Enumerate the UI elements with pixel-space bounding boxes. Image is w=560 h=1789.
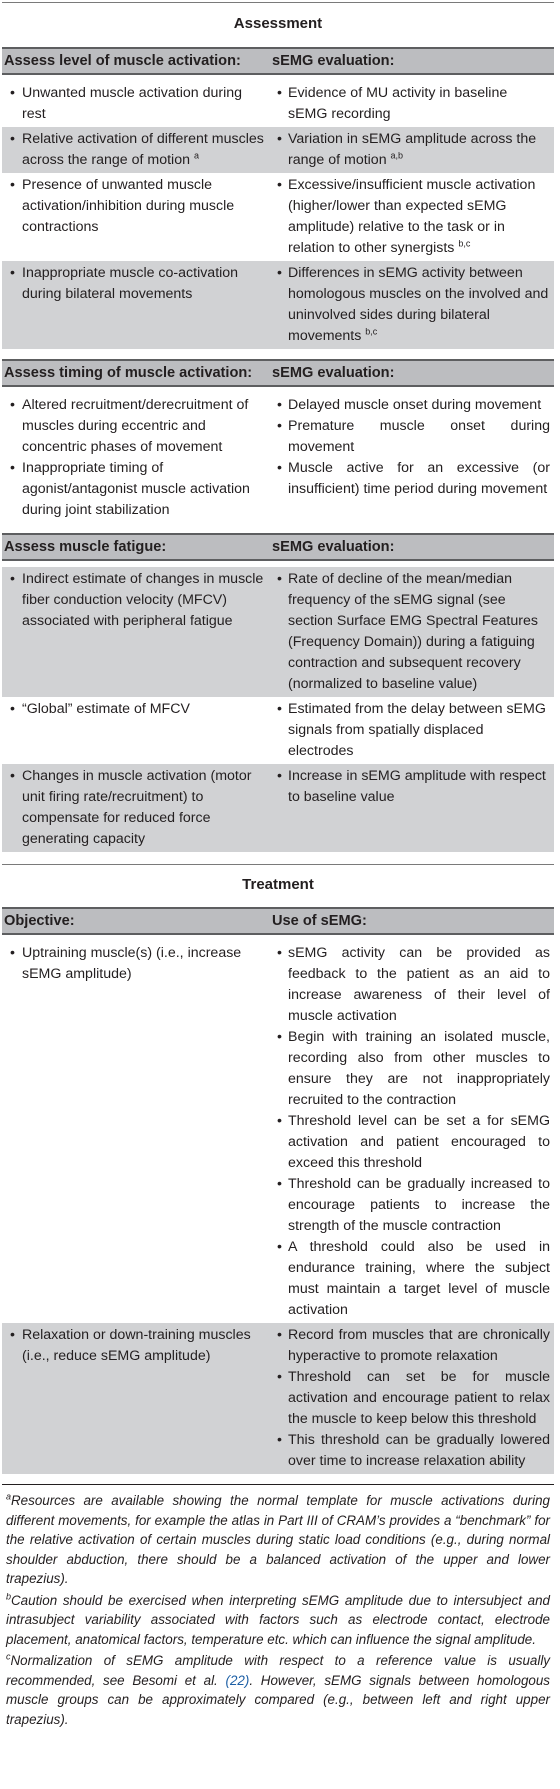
bullet-list (6, 569, 268, 632)
bullet-text: Threshold level can be set a for sEMG activation and patient encouraged to exceed this threshold (288, 1113, 550, 1171)
bullet-text: A threshold could also be used in endurance training, where the subject must maintain a target level of muscle activation (288, 1239, 550, 1318)
bullet-list (6, 129, 268, 171)
bullet-item (6, 395, 268, 458)
col1-header: Assess timing of muscle activation: (4, 365, 253, 381)
col2-header: sEMG evaluation: (272, 365, 395, 381)
cell-col2 (272, 393, 554, 523)
table-row (2, 941, 554, 1323)
bullet-item (6, 1325, 268, 1367)
bullet-text: Inappropriate muscle co-activation during bilateral movements (22, 265, 239, 302)
bullet-list (6, 1325, 268, 1367)
cell-col2 (272, 261, 554, 349)
assessment-sections (2, 47, 554, 858)
bullet-item (272, 1027, 550, 1111)
section-header (2, 907, 554, 935)
cell-col2 (272, 567, 554, 697)
col2-header: sEMG evaluation: (272, 539, 395, 555)
col2-header: Use of sEMG: (272, 913, 367, 929)
footnote-mark: c (6, 1651, 11, 1662)
treatment-title: Treatment (2, 864, 554, 903)
bullet-list (6, 699, 268, 720)
bullet-item (272, 175, 550, 259)
bullet-item (272, 458, 550, 500)
bullet-text: Changes in muscle activation (motor unit firing rate/recruitment) to compensate for reduced force generating capacity (22, 768, 252, 847)
footnote-b (6, 1591, 550, 1650)
bullet-list (272, 263, 550, 347)
table-row (2, 393, 554, 523)
bullet-item (272, 1430, 550, 1472)
footnote-c (6, 1651, 550, 1729)
bullet-item (272, 83, 550, 125)
bullet-item (272, 1111, 550, 1174)
bullet-item (272, 263, 550, 347)
table-row (2, 697, 554, 764)
footnote-text: Resources are available showing the normal template for muscle activations during different movements, for example the atlas in Part III of CRAM’s provides a “benchmark” for the relative activation of certain muscles during static load conditions (e.g., during normal shoulder abduction, there should be a balanced activation of the upper and lower trapezius). (6, 1493, 550, 1586)
bullet-item (272, 1367, 550, 1430)
bullet-list (272, 943, 550, 1321)
bullet-text: Record from muscles that are chronically hyperactive to promote relaxation (288, 1327, 550, 1364)
bullet-item (272, 569, 550, 695)
bullet-list (6, 263, 268, 305)
table-row (2, 127, 554, 173)
cell-col1 (2, 127, 272, 173)
table-row (2, 173, 554, 261)
bullet-text: Relaxation or down-training muscles (i.e., reduce sEMG amplitude) (22, 1327, 251, 1364)
bullet-text: Presence of unwanted muscle activation/inhibition during muscle contractions (22, 177, 235, 235)
footnote-mark: b (6, 1591, 12, 1602)
section-header (2, 359, 554, 387)
bullet-text: Unwanted muscle activation during rest (22, 85, 243, 122)
bullet-list (6, 395, 268, 521)
bullet-item (272, 699, 550, 762)
bullet-text: Threshold can set be for muscle activation and encourage patient to relax the muscle to keep below this threshold (288, 1369, 550, 1427)
bullet-item (6, 129, 268, 171)
bullet-item (272, 943, 550, 1027)
bullet-list (6, 83, 268, 125)
cell-col2 (272, 173, 554, 261)
section-spacer (2, 1474, 554, 1480)
cell-col1 (2, 764, 272, 852)
table-row (2, 261, 554, 349)
table-row (2, 81, 554, 127)
bullet-text: Evidence of MU activity in baseline sEMG recording (288, 85, 508, 122)
table-page (2, 0, 554, 1729)
bullet-item (6, 83, 268, 125)
cell-col1 (2, 1323, 272, 1474)
bullet-text: Excessive/insufficient muscle activation (higher/lower than expected sEMG amplitude) relative to the task or in relation to other synergists (288, 177, 536, 256)
bullet-item (272, 129, 550, 171)
footnote-text-after: . However, sEMG signals between homologous muscle groups can be approximately compared (e.g., between left and right upper trapezius). (6, 1672, 550, 1727)
bullet-item (6, 943, 268, 985)
bullet-text: Indirect estimate of changes in muscle fiber conduction velocity (MFCV) associated with peripheral fatigue (22, 571, 264, 629)
cell-col2 (272, 941, 554, 1323)
cell-col2 (272, 1323, 554, 1474)
bullet-list (272, 766, 550, 808)
bullet-item (272, 416, 550, 458)
footnote-text: Normalization of sEMG amplitude with respect to a reference value is usually recommended, see Besomi et al. (6, 1653, 550, 1688)
treatment-section (2, 907, 554, 1480)
cell-col1 (2, 261, 272, 349)
section-header (2, 533, 554, 561)
cell-col1 (2, 393, 272, 523)
bullet-item (272, 1325, 550, 1367)
col1-header: Assess level of muscle activation: (4, 53, 241, 69)
bullet-text: Altered recruitment/derecruitment of muscles during eccentric and concentric phases of movement (22, 397, 249, 455)
bullet-item (272, 766, 550, 808)
bullet-list (272, 1325, 550, 1472)
bullet-text: Differences in sEMG activity between homologous muscles on the involved and uninvolved sides during bilateral movements (288, 265, 549, 344)
footnote-mark: a (6, 1491, 12, 1502)
cell-col2 (272, 127, 554, 173)
cell-col2 (272, 81, 554, 127)
bullet-text: Begin with training an isolated muscle, recording also from other muscles to ensure they are not inappropriately recruited to the contraction (288, 1029, 550, 1108)
reference-link[interactable]: (22) (225, 1672, 250, 1688)
footnote-marker: b,c (365, 326, 378, 337)
bullet-text: Estimated from the delay between sEMG signals from spatially displaced electrodes (288, 701, 546, 759)
bullet-text: Delayed muscle onset during movement (288, 397, 542, 413)
bullet-item (6, 699, 268, 720)
bullet-item (6, 263, 268, 305)
bullet-text: Muscle active for an excessive (or insufficient) time period during movement (288, 460, 550, 497)
cell-col1 (2, 567, 272, 697)
section-spacer (2, 349, 554, 355)
col1-header: Assess muscle fatigue: (4, 539, 167, 555)
bullet-list (272, 129, 550, 171)
table-row (2, 764, 554, 852)
bullet-item (6, 458, 268, 521)
bullet-text: Uptraining muscle(s) (i.e., increase sEMG amplitude) (22, 945, 242, 982)
footnotes (2, 1484, 554, 1729)
bullet-text: Relative activation of different muscles across the range of motion (22, 131, 264, 168)
cell-col2 (272, 764, 554, 852)
section-header (2, 47, 554, 75)
bullet-item (6, 569, 268, 632)
cell-col1 (2, 941, 272, 1323)
cell-col1 (2, 81, 272, 127)
bullet-list (6, 766, 268, 850)
bullet-list (272, 569, 550, 695)
assessment-title: Assessment (2, 2, 554, 43)
bullet-text: Premature muscle onset during movement (288, 418, 550, 455)
bullet-list (6, 943, 268, 985)
col1-header: Objective: (4, 913, 75, 929)
bullet-list (272, 699, 550, 762)
footnote-marker: b,c (458, 238, 471, 249)
bullet-list (272, 395, 550, 500)
cell-col2 (272, 697, 554, 764)
bullet-item (272, 1174, 550, 1237)
bullet-text: Rate of decline of the mean/median frequency of the sEMG signal (see section Surface EMG Spectral Features (Frequency Domain)) during a fatiguing contraction and subsequent recovery (normalized to baseline value) (288, 571, 538, 692)
col2-header: sEMG evaluation: (272, 53, 395, 69)
bullet-text: “Global” estimate of MFCV (22, 701, 190, 717)
table-row (2, 567, 554, 697)
bullet-text: sEMG activity can be provided as feedback to the patient as an aid to increase awareness of their level of muscle activation (288, 945, 550, 1024)
bullet-item (6, 766, 268, 850)
bullet-item (6, 175, 268, 238)
bullet-list (272, 175, 550, 259)
footnote-marker: a (193, 150, 199, 161)
footnote-marker: a,b (390, 150, 404, 161)
section-spacer (2, 523, 554, 529)
bullet-list (6, 175, 268, 238)
footnote-text: Caution should be exercised when interpreting sEMG amplitude due to intersubject and intrasubject variability associated with factors such as electrode contact, electrode placement, anatomical factors, temperature etc. which can influence the signal amplitude. (6, 1592, 550, 1647)
footnote-a (6, 1491, 550, 1589)
bullet-text: Threshold can be gradually increased to encourage patients to increase the strength of the muscle contraction (288, 1176, 550, 1234)
bullet-item (272, 395, 550, 416)
cell-col1 (2, 697, 272, 764)
cell-col1 (2, 173, 272, 261)
bullet-text: Variation in sEMG amplitude across the range of motion (288, 131, 537, 168)
bullet-list (272, 83, 550, 125)
bullet-item (272, 1237, 550, 1321)
table-row (2, 1323, 554, 1474)
bullet-text: Inappropriate timing of agonist/antagonist muscle activation during joint stabilization (22, 460, 250, 518)
bullet-text: This threshold can be gradually lowered over time to increase relaxation ability (288, 1432, 550, 1469)
bullet-text: Increase in sEMG amplitude with respect to baseline value (288, 768, 546, 805)
